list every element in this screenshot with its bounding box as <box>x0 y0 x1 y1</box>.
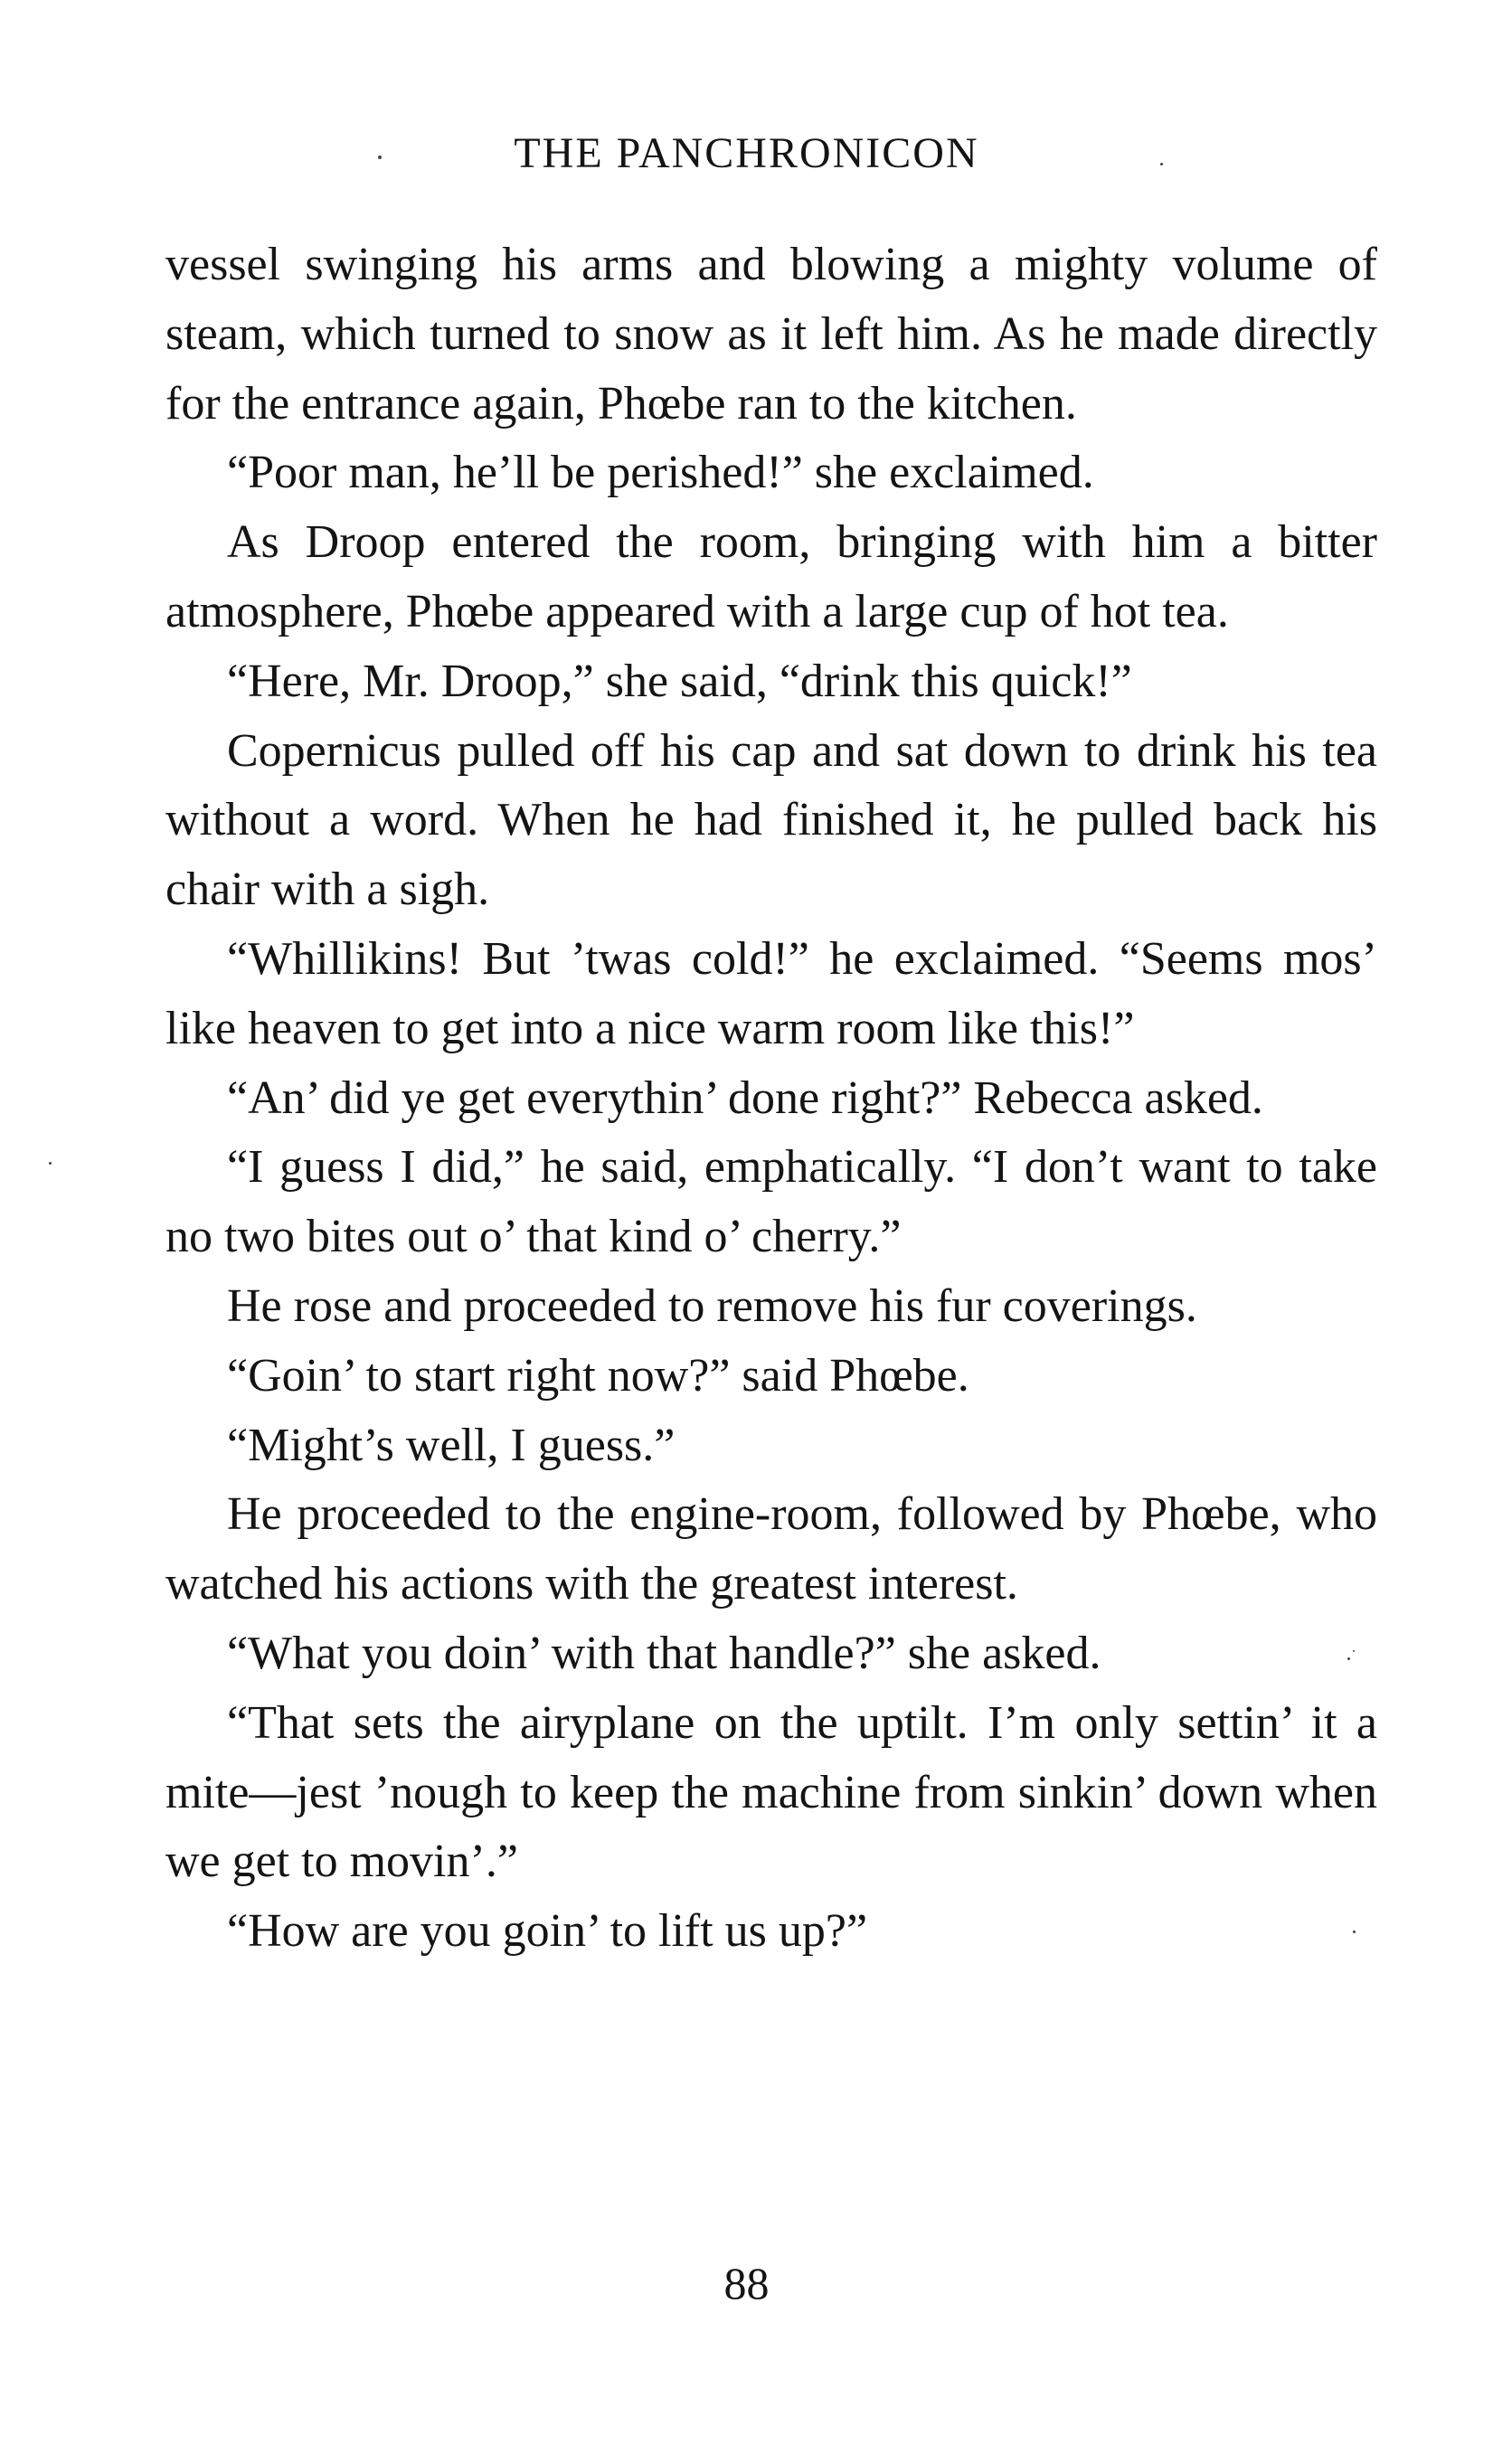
paragraph: “How are you goin’ to lift us up?” <box>227 1905 868 1958</box>
paragraph: He rose and proceeded to remove his fur coverings. <box>227 1279 1197 1332</box>
scan-speck <box>378 156 382 159</box>
running-title: THE PANCHRONICON <box>514 129 979 177</box>
paragraph: “What you doin’ with that handle?” she asked. <box>227 1627 1101 1679</box>
scan-speck <box>49 1162 52 1165</box>
paragraph: “An’ did ye get everythin’ done right?” Rebecca asked. <box>227 1072 1263 1124</box>
paragraph: “Poor man, he’ll be perished!” she exclaimed. <box>227 447 1094 499</box>
paragraph: “Goin’ to start right now?” said Phœbe. <box>227 1349 969 1402</box>
paragraph: “That sets the airyplane on the uptilt. I’m only settin’ it a mite—jest ’nough to keep the machine from sinkin’ down when we get to movin’.” <box>165 1696 1377 1888</box>
paragraph: “I guess I did,” he said, emphatically. “I don’t want to take no two bites out o’ that kind o’ cherry.” <box>165 1141 1377 1263</box>
paragraph: He proceeded to the engine-room, followed by Phœbe, who watched his actions with the greatest interest. <box>165 1488 1377 1610</box>
body-text <box>165 231 1377 1967</box>
paragraph: As Droop entered the room, bringing with him a bitter atmosphere, Phœbe appeared with a large cup of hot tea. <box>165 516 1377 637</box>
scan-speck <box>1353 1650 1355 1652</box>
paragraph: vessel swinging his arms and blowing a mighty volume of steam, which turned to snow as it left him. As he made directly for the entrance again, Phœbe ran to the kitchen. <box>165 239 1377 430</box>
page-number: 88 <box>723 2258 770 2308</box>
paragraph: “Whillikins! But ’twas cold!” he exclaimed. “Seems mos’ like heaven to get into a nice warm room like this!” <box>165 932 1377 1054</box>
paragraph: “Here, Mr. Droop,” she said, “drink this quick!” <box>227 655 1132 707</box>
scan-speck <box>1353 1931 1356 1933</box>
scan-speck <box>1160 163 1163 165</box>
paragraph: “Might’s well, I guess.” <box>227 1419 676 1471</box>
scan-speck <box>1347 1657 1350 1660</box>
paragraph: Copernicus pulled off his cap and sat down to drink his tea without a word. When he had finished it, he pulled back his chair with a sigh. <box>165 724 1377 916</box>
